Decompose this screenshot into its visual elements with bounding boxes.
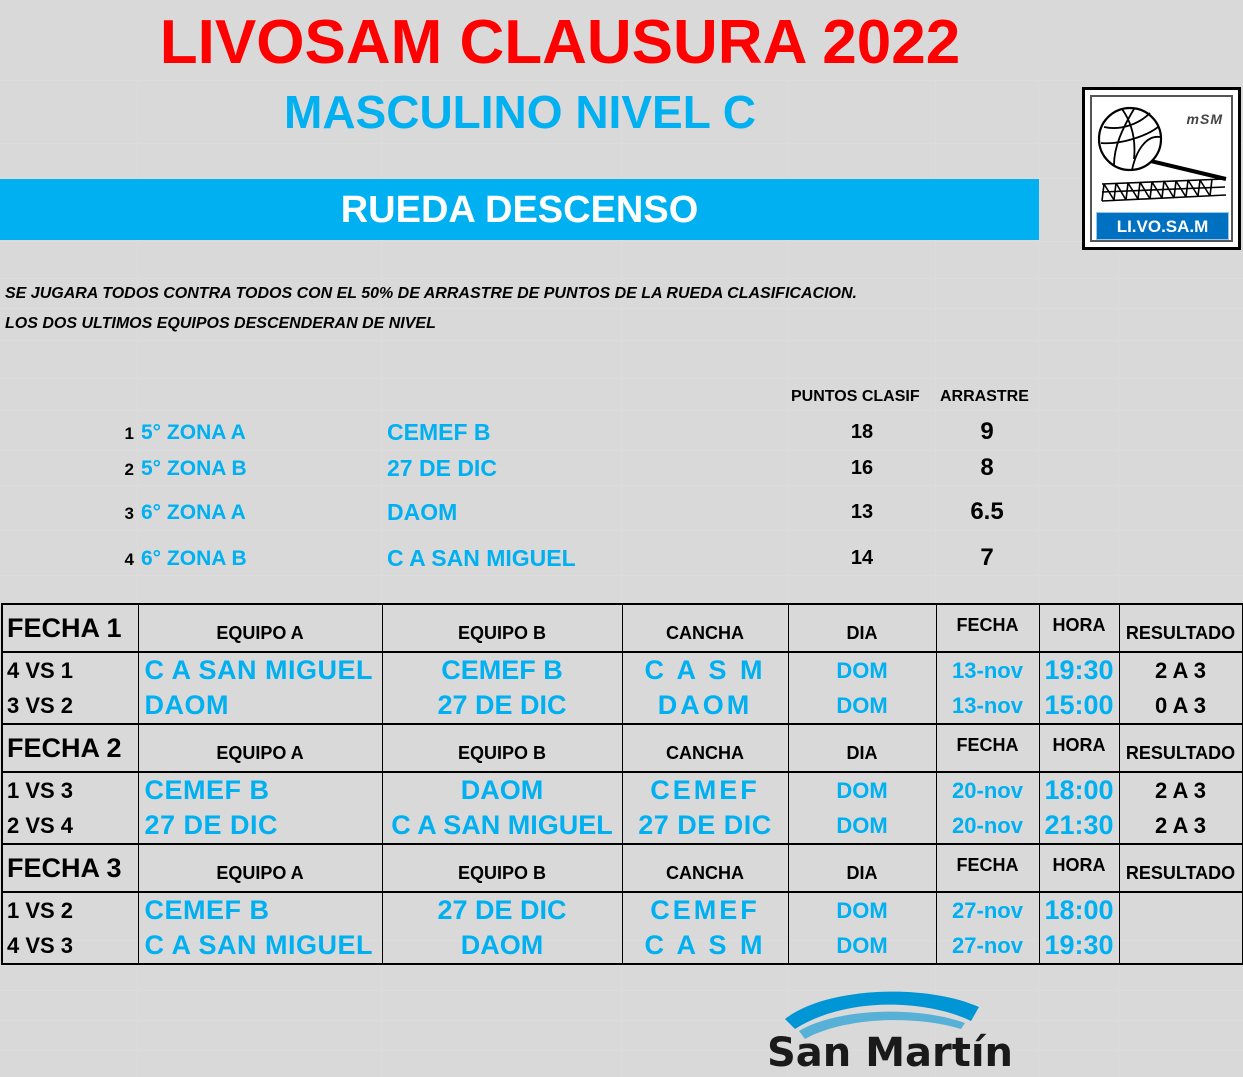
- match-day: DOM: [788, 772, 936, 808]
- day-header: DIA: [788, 844, 936, 892]
- match-team-a: 27 DE DIC: [138, 808, 382, 844]
- round-label: FECHA 1: [2, 604, 138, 652]
- date-header: FECHA: [936, 844, 1039, 892]
- standings-points: 13: [850, 501, 874, 523]
- match-court: C A S M: [622, 928, 788, 964]
- match-date: 27-nov: [936, 892, 1039, 928]
- match-team-b: DAOM: [382, 772, 622, 808]
- match-date: 20-nov: [936, 808, 1039, 844]
- logo-top-text: mSM: [1186, 111, 1223, 127]
- standings-points: 14: [850, 547, 874, 569]
- match-time: 19:30: [1039, 652, 1119, 688]
- team-b-header: EQUIPO B: [382, 604, 622, 652]
- match-row: [2, 688, 1242, 724]
- match-result: [1119, 892, 1242, 928]
- standings-points: 16: [850, 457, 874, 479]
- standings-carry: 9: [980, 418, 994, 445]
- rule-note-1: SE JUGARA TODOS CONTRA TODOS CON EL 50% DE ARRASTRE DE PUNTOS DE LA RUEDA CLASIFICACION.: [5, 285, 857, 302]
- match-team-b: 27 DE DIC: [382, 688, 622, 724]
- match-pair: 4 VS 3: [2, 928, 138, 964]
- match-row: [2, 652, 1242, 688]
- livosam-logo: [1082, 87, 1241, 250]
- day-header: DIA: [788, 604, 936, 652]
- match-team-a: CEMEF B: [138, 892, 382, 928]
- round-label: FECHA 3: [2, 844, 138, 892]
- match-day: DOM: [788, 892, 936, 928]
- carry-header: ARRASTRE: [940, 388, 1029, 405]
- match-team-b: C A SAN MIGUEL: [382, 808, 622, 844]
- court-header: CANCHA: [622, 724, 788, 772]
- time-header: HORA: [1039, 844, 1119, 892]
- standings-points: 18: [850, 421, 874, 443]
- fixture-header-row: [2, 724, 1242, 772]
- match-day: DOM: [788, 652, 936, 688]
- team-b-header: EQUIPO B: [382, 724, 622, 772]
- match-day: DOM: [788, 928, 936, 964]
- standings-num: 4: [124, 550, 134, 569]
- match-team-a: CEMEF B: [138, 772, 382, 808]
- standings-team: CEMEF B: [387, 419, 491, 445]
- match-row: [2, 808, 1242, 844]
- match-date: 20-nov: [936, 772, 1039, 808]
- match-date: 13-nov: [936, 652, 1039, 688]
- match-row: [2, 892, 1242, 928]
- team-a-header: EQUIPO A: [138, 724, 382, 772]
- match-team-a: C A SAN MIGUEL: [138, 652, 382, 688]
- day-header: DIA: [788, 724, 936, 772]
- standings-carry: 6.5: [970, 498, 1004, 525]
- match-pair: 2 VS 4: [2, 808, 138, 844]
- match-time: 15:00: [1039, 688, 1119, 724]
- match-team-a: C A SAN MIGUEL: [138, 928, 382, 964]
- standings-num: 3: [124, 504, 134, 523]
- standings-zone: 6° ZONA B: [141, 547, 247, 570]
- match-date: 13-nov: [936, 688, 1039, 724]
- standings-carry: 7: [980, 544, 994, 571]
- team-a-header: EQUIPO A: [138, 604, 382, 652]
- fixture-header-row: [2, 604, 1242, 652]
- match-day: DOM: [788, 688, 936, 724]
- match-team-b: CEMEF B: [382, 652, 622, 688]
- match-time: 18:00: [1039, 772, 1119, 808]
- team-b-header: EQUIPO B: [382, 844, 622, 892]
- match-pair: 4 VS 1: [2, 652, 138, 688]
- match-time: 18:00: [1039, 892, 1119, 928]
- result-header: RESULTADO: [1119, 724, 1242, 772]
- match-team-a: DAOM: [138, 688, 382, 724]
- standings-zone: 6° ZONA A: [141, 501, 246, 524]
- fixture-header-row: [2, 844, 1242, 892]
- page-title: LIVOSAM CLAUSURA 2022: [159, 8, 961, 77]
- round-label: FECHA 2: [2, 724, 138, 772]
- match-result: [1119, 928, 1242, 964]
- match-pair: 1 VS 3: [2, 772, 138, 808]
- match-court: DAOM: [622, 688, 788, 724]
- volleyball-net-icon: [1092, 99, 1231, 209]
- standings-team: 27 DE DIC: [387, 455, 497, 481]
- standings-row: [0, 542, 1243, 582]
- match-date: 27-nov: [936, 928, 1039, 964]
- result-header: RESULTADO: [1119, 604, 1242, 652]
- match-row: [2, 928, 1242, 964]
- fixtures-table: [1, 603, 1243, 965]
- match-court: CEMEF: [622, 892, 788, 928]
- match-result: 2 A 3: [1119, 652, 1242, 688]
- match-result: 2 A 3: [1119, 772, 1242, 808]
- logo-label: LI.VO.SA.M: [1096, 212, 1229, 240]
- result-header: RESULTADO: [1119, 844, 1242, 892]
- match-result: 2 A 3: [1119, 808, 1242, 844]
- date-header: FECHA: [936, 604, 1039, 652]
- match-result: 0 A 3: [1119, 688, 1242, 724]
- standings-zone: 5° ZONA A: [141, 421, 246, 444]
- court-header: CANCHA: [622, 844, 788, 892]
- points-header: PUNTOS CLASIF: [791, 388, 920, 405]
- match-team-b: DAOM: [382, 928, 622, 964]
- court-header: CANCHA: [622, 604, 788, 652]
- standings-row: [0, 496, 1243, 536]
- match-time: 21:30: [1039, 808, 1119, 844]
- match-time: 19:30: [1039, 928, 1119, 964]
- standings-zone: 5° ZONA B: [141, 457, 247, 480]
- standings-team: C A SAN MIGUEL: [387, 545, 576, 571]
- match-pair: 3 VS 2: [2, 688, 138, 724]
- standings-row: [0, 452, 1243, 492]
- team-a-header: EQUIPO A: [138, 844, 382, 892]
- match-day: DOM: [788, 808, 936, 844]
- section-banner-title: RUEDA DESCENSO: [340, 189, 699, 231]
- match-court: 27 DE DIC: [622, 808, 788, 844]
- rule-note-2: LOS DOS ULTIMOS EQUIPOS DESCENDERAN DE NIVEL: [5, 315, 436, 332]
- match-team-b: 27 DE DIC: [382, 892, 622, 928]
- match-court: CEMEF: [622, 772, 788, 808]
- time-header: HORA: [1039, 604, 1119, 652]
- san-martin-logo-text: San Martín: [767, 1030, 1014, 1076]
- standings-num: 2: [124, 460, 134, 479]
- page-subtitle: MASCULINO NIVEL C: [284, 86, 756, 138]
- standings-row: [0, 416, 1243, 456]
- match-pair: 1 VS 2: [2, 892, 138, 928]
- date-header: FECHA: [936, 724, 1039, 772]
- match-court: C A S M: [622, 652, 788, 688]
- time-header: HORA: [1039, 724, 1119, 772]
- standings-num: 1: [124, 424, 134, 443]
- standings-carry: 8: [980, 454, 994, 481]
- standings-team: DAOM: [387, 499, 458, 525]
- match-row: [2, 772, 1242, 808]
